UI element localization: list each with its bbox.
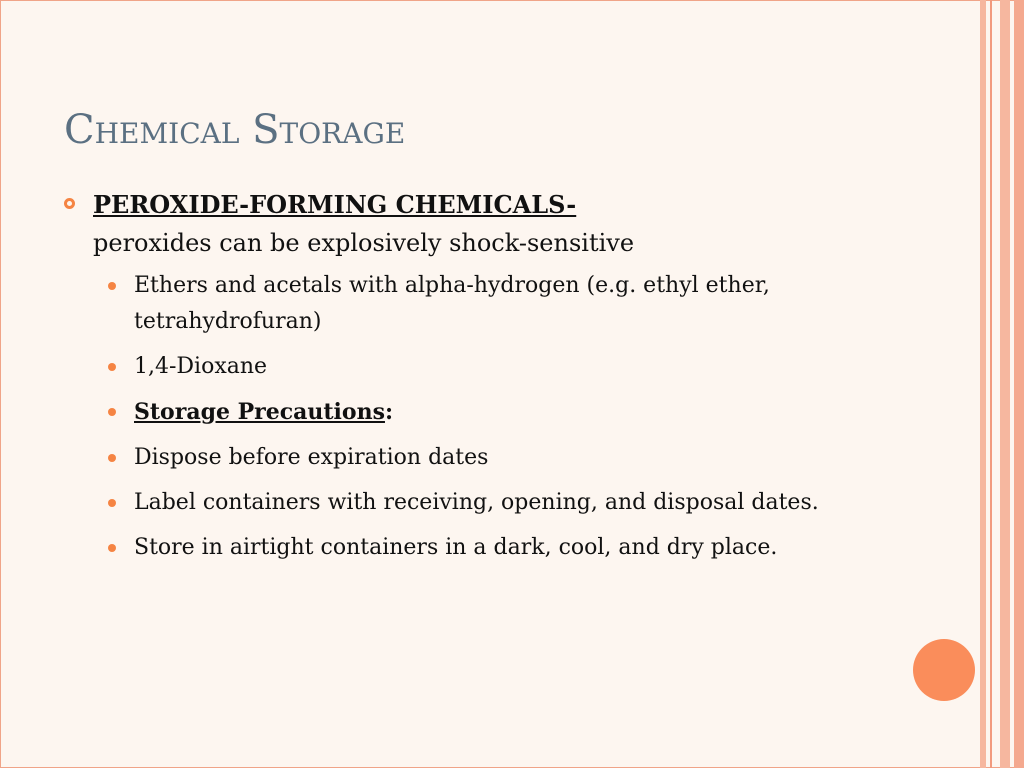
main-bullet-heading: PEROXIDE-FORMING CHEMICALS-	[93, 190, 577, 219]
main-bullet-text: peroxides can be explosively shock-sensitive	[93, 229, 635, 257]
slide-title: Chemical Storage	[64, 107, 406, 153]
list-item	[64, 530, 894, 566]
list-item-text: Ethers and acetals with alpha-hydrogen (e.g. ethyl ether, tetrahydrofuran)	[134, 273, 770, 334]
list-item	[64, 349, 894, 385]
decorative-circle	[913, 639, 975, 701]
sub-bullet-list	[64, 268, 894, 566]
ring-bullet-icon	[64, 198, 75, 209]
storage-precautions-heading: Storage Precautions	[134, 399, 385, 425]
list-item-text: Label containers with receiving, opening, and disposal dates.	[134, 490, 819, 515]
dot-bullet-icon	[108, 363, 116, 371]
dot-bullet-icon	[108, 544, 116, 552]
dot-bullet-icon	[108, 408, 116, 416]
dot-bullet-icon	[108, 454, 116, 462]
main-bullet	[64, 186, 894, 262]
list-item-text: Store in airtight containers in a dark, cool, and dry place.	[134, 535, 778, 560]
list-item-text: Dispose before expiration dates	[134, 445, 489, 470]
decorative-stripe	[1014, 0, 1024, 768]
list-item	[64, 394, 894, 431]
dot-bullet-icon	[108, 499, 116, 507]
heading-suffix: :	[384, 399, 394, 425]
list-item	[64, 268, 894, 340]
decorative-stripe	[990, 0, 992, 768]
list-item	[64, 440, 894, 476]
slide-body	[64, 186, 894, 575]
list-item	[64, 485, 894, 521]
decorative-stripe	[1000, 0, 1010, 768]
list-item-text: 1,4-Dioxane	[134, 354, 268, 379]
decorative-stripe	[980, 0, 986, 768]
dot-bullet-icon	[108, 282, 116, 290]
